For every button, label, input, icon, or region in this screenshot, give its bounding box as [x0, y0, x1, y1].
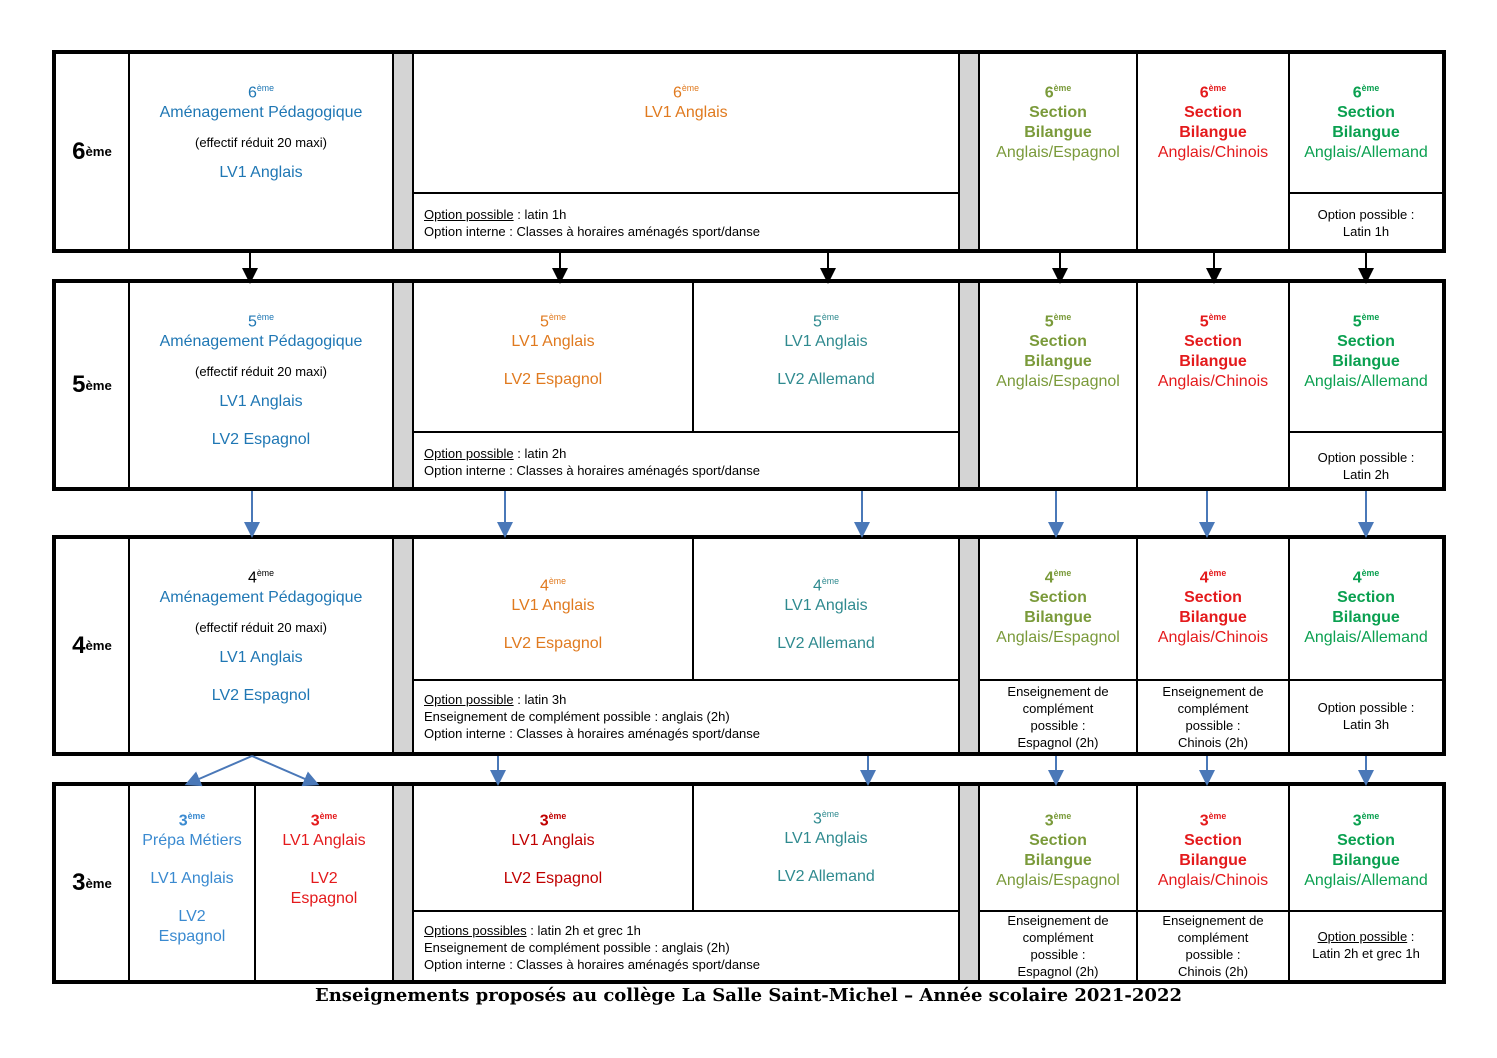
options-text: Option possible : latin 3h Enseignement de complément possible : anglais (2h) Option interne : Classes à horaires aménagés sport/danse	[424, 692, 761, 741]
section-chinois: 3ème Section Bilangue Anglais/Chinois Enseignement de complément possible : Chinois (2h)	[1136, 786, 1288, 980]
page-footer: Enseignements proposés au collège La Salle Saint-Michel – Année scolaire 2021-2022	[315, 985, 1182, 1006]
section-espagnol: 4ème Section Bilangue Anglais/Espagnol Enseignement de complément possible : Espagnol (2h)	[980, 539, 1136, 752]
allemand-cell: 5ème LV1 Anglais LV2 Allemand	[692, 283, 958, 431]
row-label: 5 ème	[72, 371, 112, 398]
options-text: Option possible : latin 2h Option interne : Classes à horaires aménagés sport/danse	[424, 446, 761, 478]
arrows-4-to-3	[192, 756, 1366, 782]
options-text: Option possible : latin 1h Option interne : Classes à horaires aménagés sport/danse	[424, 207, 761, 239]
amenagement-cell: 5ème Aménagement Pédagogique (effectif réduit 20 maxi) LV1 Anglais LV2 Espagnol	[128, 283, 392, 487]
amenagement-cell: 6ème Aménagement Pédagogique (effectif réduit 20 maxi) LV1 Anglais	[128, 54, 392, 249]
espagnol-cell: 3ème LV1 Anglais LV2 Espagnol	[503, 811, 603, 888]
options-text: Options possibles : latin 2h et grec 1h Enseignement de complément possible : anglais (2h) Option interne : Classes à horaires aménagés sport/danse	[424, 923, 761, 972]
section-espagnol: 6ème Section Bilangue Anglais/Espagnol	[996, 83, 1120, 162]
amenagement-3-cell: 3ème LV1 Anglais LV2 Espagnol	[254, 786, 392, 980]
row-label: 3 ème	[72, 869, 112, 896]
row-label: 4 ème	[72, 631, 112, 659]
section-espagnol: 3ème Section Bilangue Anglais/Espagnol Enseignement de complément possible : Espagnol (2h)	[980, 786, 1136, 980]
arrows-6-to-5	[250, 253, 1366, 276]
section-allemand: 4ème Section Bilangue Anglais/Allemand Option possible : Latin 3h	[1288, 539, 1442, 752]
section-espagnol: 5ème Section Bilangue Anglais/Espagnol	[996, 312, 1120, 391]
section-chinois: 6ème Section Bilangue Anglais/Chinois	[1136, 54, 1288, 249]
main-cell: 6ème LV1 Anglais Option possible : latin 1h Option interne : Classes à horaires aménagés sport/danse	[414, 54, 958, 249]
section-allemand: 3ème Section Bilangue Anglais/Allemand Option possible : Latin 2h et grec 1h	[1288, 786, 1442, 980]
espagnol-cell: 5ème LV1 Anglais LV2 Espagnol	[503, 312, 603, 389]
prepa-metiers-cell: 3ème Prépa Métiers LV1 Anglais LV2 Espagnol	[128, 786, 254, 980]
espagnol-cell: 4ème LV1 Anglais LV2 Espagnol	[503, 576, 603, 653]
row-label: 6 ème	[72, 137, 112, 165]
allemand-cell: 3ème LV1 Anglais LV2 Allemand	[692, 786, 958, 910]
section-allemand: 6ème Section Bilangue Anglais/Allemand Option possible : Latin 1h	[1288, 54, 1442, 249]
section-chinois: 4ème Section Bilangue Anglais/Chinois Enseignement de complément possible : Chinois (2h)	[1136, 539, 1288, 752]
arrows-5-to-4	[252, 491, 1366, 530]
section-chinois: 5ème Section Bilangue Anglais/Chinois	[1136, 283, 1288, 487]
amenagement-cell: 4ème Aménagement Pédagogique (effectif réduit 20 maxi) LV1 Anglais LV2 Espagnol	[128, 539, 392, 752]
section-allemand: 5ème Section Bilangue Anglais/Allemand Option possible : Latin 2h	[1288, 283, 1442, 487]
allemand-cell: 4ème LV1 Anglais LV2 Allemand	[692, 539, 958, 679]
